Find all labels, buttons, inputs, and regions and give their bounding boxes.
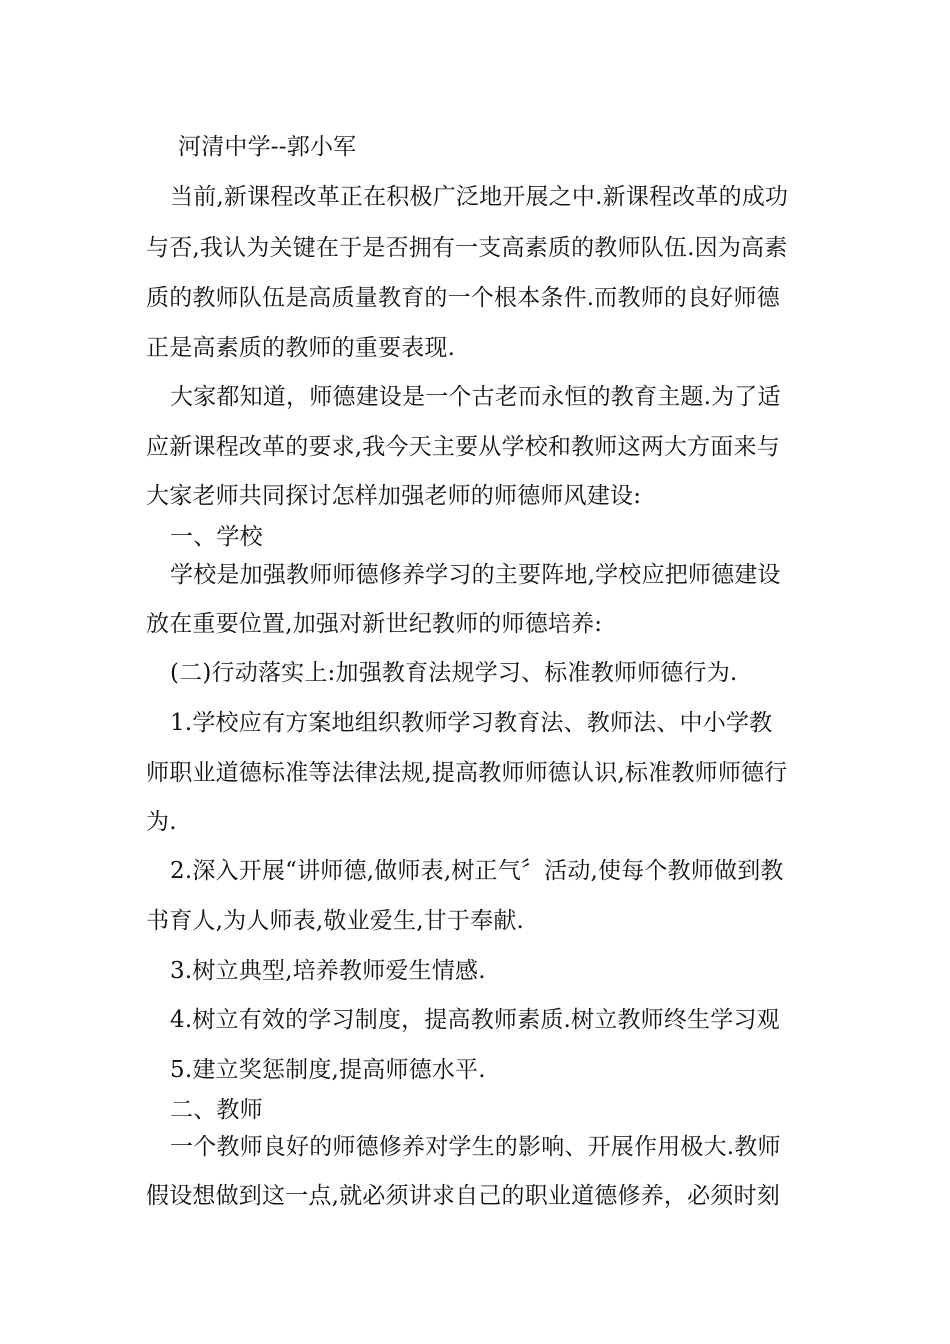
paragraph-line: 正是高素质的教师的重要表现.	[146, 335, 456, 361]
list-item-line: 为.	[146, 809, 177, 835]
paragraph-line: 假设想做到这一点,就必须讲求自己的职业道德修养，必须时刻	[146, 1183, 780, 1209]
paragraph-line: 当前,新课程改革正在积极广泛地开展之中.新课程改革的成功	[170, 184, 789, 210]
list-item-line: 5.建立奖惩制度,提高师德水平.	[170, 1057, 486, 1083]
paragraph-line: 放在重要位置,加强对新世纪教师的师德培养:	[146, 611, 603, 637]
paragraph-line: 学校是加强教师师德修养学习的主要阵地,学校应把师德建设	[170, 562, 781, 588]
section-heading: 一、学校	[170, 524, 263, 550]
list-item-line: 师职业道德标准等法律法规,提高教师师德认识,标准教师师德行	[146, 760, 788, 786]
list-item-line: 3.树立典型,培养教师爱生情感.	[170, 958, 486, 984]
list-item-line: 2.深入开展“讲师德,做师表,树正气〞活动,使每个教师做到教	[170, 858, 784, 884]
paragraph-line: 一个教师良好的师德修养对学生的影响、开展作用极大.教师	[170, 1134, 781, 1160]
subsection-heading: (二)行动落实上:加强教育法规学习、标准教师师德行为.	[170, 660, 738, 686]
author-line: 河清中学--郭小军	[178, 134, 357, 160]
list-item-line: 书育人,为人师表,敬业爱生,甘于奉献.	[146, 908, 525, 934]
paragraph-line: 与否,我认为关键在于是否拥有一支高素质的教师队伍.因为高素	[146, 235, 788, 261]
paragraph-line: 大家都知道，师德建设是一个古老而永恒的教育主题.为了适	[170, 384, 781, 410]
list-item-line: 1.学校应有方案地组织教师学习教育法、教师法、中小学教	[170, 710, 773, 736]
paragraph-line: 质的教师队伍是高质量教育的一个根本条件.而教师的良好师德	[146, 285, 780, 311]
paragraph-line: 应新课程改革的要求,我今天主要从学校和教师这两大方面来与	[146, 434, 780, 460]
paragraph-line: 大家老师共同探讨怎样加强老师的师德师风建设:	[146, 483, 642, 509]
section-heading: 二、教师	[170, 1097, 263, 1123]
list-item-line: 4.树立有效的学习制度，提高教师素质.树立教师终生学习观	[170, 1007, 780, 1033]
